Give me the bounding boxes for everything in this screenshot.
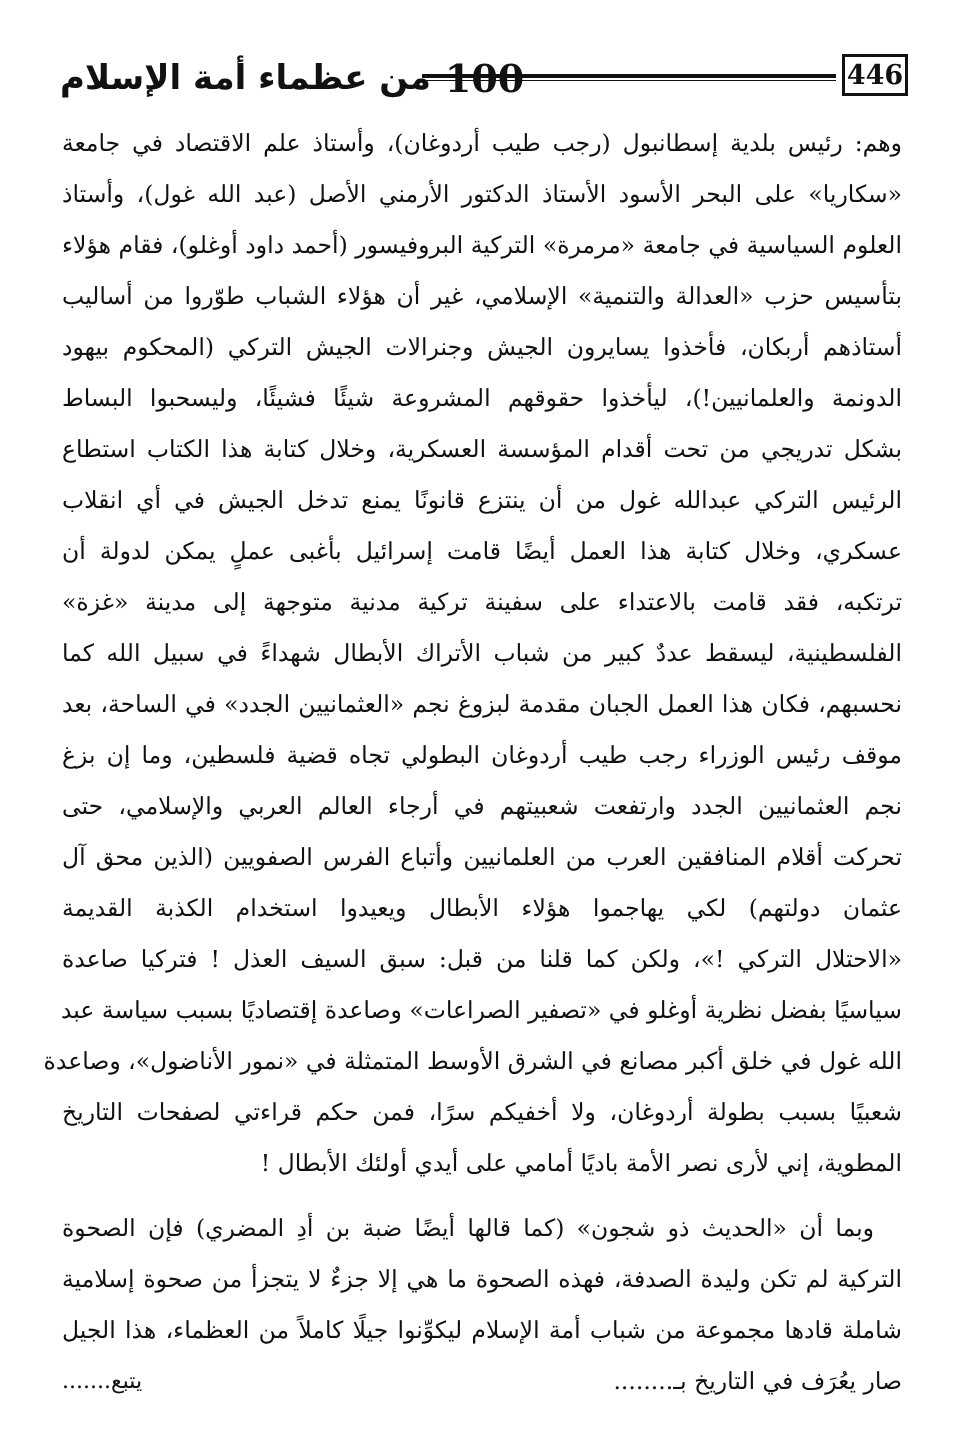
body-text [43,118,902,1407]
continued-label: يتبع....... [62,1369,143,1394]
running-title [60,50,524,106]
text-line: نجم العثمانيين الجدد وارتفعت شعبيتهم في أرجاء العالم العربي والإسلامي، حتى [62,792,902,820]
text-line: الدونمة والعلمانيين!)، ليأخذوا حقوقهم المشروعة شيئًا فشيئًا، وليسحبوا البساط [62,384,902,412]
text-line: ترتكبه، فقد قامت بالاعتداء على سفينة تركية مدنية متوجهة إلى مدينة «غزة» [62,588,902,616]
paragraph-1 [43,118,902,1189]
text-line: التركية لم تكن وليدة الصدفة، فهذه الصحوة ما هي إلا جزءٌ لا يتجزأ من صحوة إسلامية [62,1265,902,1293]
text-line: بتأسيس حزب «العدالة والتنمية» الإسلامي، غير أن هؤلاء الشباب طوّروا من أساليب [62,282,902,310]
text-line: الرئيس التركي عبدالله غول من أن ينتزع قانونًا يمنع تدخل الجيش في أي انقلاب [62,486,902,514]
text-line: «سكاريا» على البحر الأسود الأستاذ الدكتور الأرمني الأصل (عبد الله غول)، وأستاذ [62,180,902,208]
page-number: 446 [842,54,908,96]
text-line: نحسبهم، فكان هذا العمل الجبان مقدمة لبزوغ نجم «العثمانيين الجدد» في الساحة، بعد [62,690,902,718]
final-line: صار يعُرَف في التاريخ بـ........ [613,1367,902,1395]
text-line: وبما أن «الحديث ذو شجون» (كما قالها أيضًا ضبة بن أدِ المضري) فإن الصحوة [62,1214,874,1242]
text-line: أستاذهم أربكان، فأخذوا يسايرون الجيش وجنرالات الجيش التركي (المحكوم بيهود [62,333,902,361]
text-line: وهم: رئيس بلدية إسطانبول (رجب طيب أردوغان)، وأستاذ علم الاقتصاد في جامعة [62,129,902,157]
book-title: من عظماء أمة الإسلام [60,58,431,98]
text-line: عسكري، وخلال كتابة هذا العمل أيضًا قامت إسرائيل بأغبى عملٍ يمكن لدولة أن [62,537,902,565]
paragraph-2 [62,1203,902,1407]
page-header [60,50,908,106]
text-line: الله غول في خلق أكبر مصانع في الشرق الأوسط المتمثلة في «نمور الأناضول»، وصاعدة [43,1047,902,1075]
book-number: 100 [444,55,525,101]
text-line: «الاحتلال التركي !»، ولكن كما قلنا من قبل: سبق السيف العذل ! فتركيا صاعدة [62,945,902,973]
text-line: سياسيًا بفضل نظرية أوغلو في «تصفير الصراعات» وصاعدة إقتصاديًا بسبب سياسة عبد [60,996,902,1024]
text-line: بشكل تدريجي من تحت أقدام المؤسسة العسكرية، وخلال كتابة هذا الكتاب استطاع [62,435,902,463]
text-line: الفلسطينية، ليسقط عددٌ كبير من شباب الأتراك الأبطال شهداءً في سبيل الله كما [62,639,902,667]
text-line: عثمان دولتهم) لكي يهاجموا هؤلاء الأبطال ويعيدوا استخدام الكذبة القديمة [62,894,902,922]
text-line: تحركت أقلام المنافقين العرب من العلمانيين وأتباع الفرس الصفويين (الذين محق آل [62,843,902,871]
text-line: شاملة قادها مجموعة من شباب أمة الإسلام ليكوِّنوا جيلًا كاملاً من العظماء، هذا الجيل [62,1316,902,1344]
final-row [62,1356,902,1407]
text-line: العلوم السياسية في جامعة «مرمرة» التركية البروفيسور (أحمد داود أوغلو)، فقام هؤلاء [62,231,902,259]
text-line: موقف رئيس الوزراء رجب طيب أردوغان البطولي تجاه قضية فلسطين، وما إن بزغ [62,741,902,769]
text-line: شعبيًا بسبب بطولة أردوغان، ولا أخفيكم سرًا، فمن حكم قراءتي لصفحات التاريخ [62,1098,902,1126]
text-line: المطوية، إني لأرى نصر الأمة باديًا أمامي على أيدي أولئك الأبطال ! [260,1149,902,1177]
